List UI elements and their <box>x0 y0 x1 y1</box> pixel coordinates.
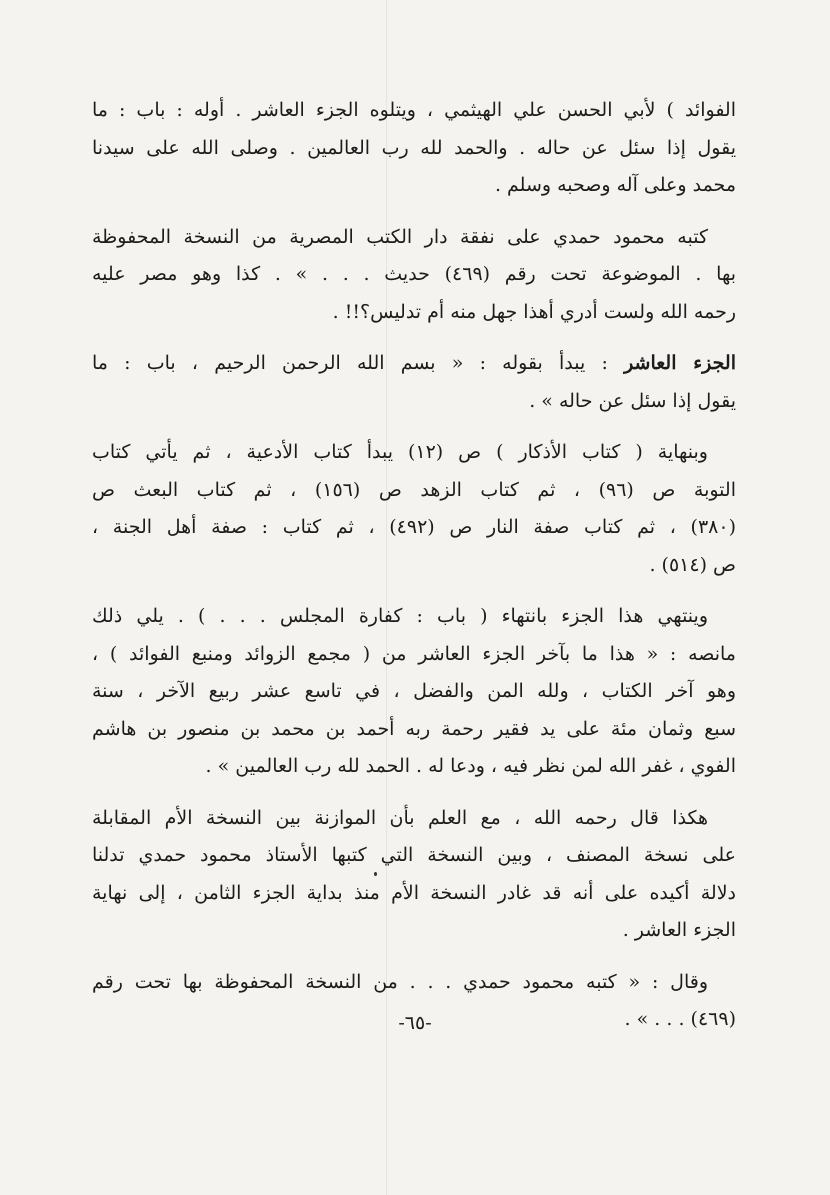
text-line: يقول إذا سئل عن حاله . والحمد لله رب العالمين . وصلى الله على سيدنا <box>92 136 736 159</box>
page-number: -٦٥- <box>398 1012 432 1034</box>
body-text <box>92 92 736 1053</box>
text-line: بها . الموضوعة تحت رقم (٤٦٩) حديث . . . » . كذا وهو مصر عليه <box>92 263 736 285</box>
paragraph-5 <box>92 598 736 786</box>
text-line: كتبه محمود حمدي على نفقة دار الكتب المصرية من النسخة المحفوظة <box>92 225 708 248</box>
paragraph-1 <box>92 92 736 205</box>
text-line: وقال : « كتبه محمود حمدي . . . من النسخة المحفوظة بها تحت رقم <box>92 970 708 993</box>
text-line: الفوائد ) لأبي الحسن علي الهيثمي ، ويتلوه الجزء العاشر . أوله : باب : ما <box>92 99 736 121</box>
text-line: (٣٨٠) ، ثم كتاب صفة النار ص (٤٩٢) ، ثم كتاب : صفة أهل الجنة ، <box>92 516 736 538</box>
text-line: (٤٦٩) . . . » . <box>624 1008 736 1030</box>
text-line: وهو آخر الكتاب ، ولله المن والفضل ، في تاسع عشر ربيع الآخر ، سنة <box>92 680 736 702</box>
text-run: : يبدأ بقوله : « بسم الله الرحمن الرحيم ، باب : ما <box>92 352 625 374</box>
text-line: يقول إذا سئل عن حاله » . <box>529 389 736 412</box>
text-line: ص (٥١٤) . <box>649 553 736 576</box>
text-line: على نسخة المصنف ، وبين النسخة التي كتبها الأستاذ محمود حمدي تدلنا <box>92 844 736 866</box>
text-line: التوبة ص (٩٦) ، ثم كتاب الزهد ص (١٥٦) ، ثم كتاب البعث ص <box>92 478 736 501</box>
text-line: هكذا قال رحمه الله ، مع العلم بأن الموازنة بين النسخة الأم المقابلة <box>92 806 708 829</box>
text-line <box>92 345 736 383</box>
text-line: الجزء العاشر . <box>622 919 736 941</box>
text-line: وينتهي هذا الجزء بانتهاء ( باب : كفارة المجلس . . . ) . يلي ذلك <box>92 605 708 627</box>
paragraph-2 <box>92 219 736 332</box>
text-line: مانصه : « هذا ما بآخر الجزء العاشر من ( مجمع الزوائد ومنبع الفوائد ) ، <box>92 642 736 665</box>
text-line: دلالة أكيده على أنه قد غادر النسخة الأم منذ بداية الجزء الثامن ، إلى نهاية <box>92 881 736 904</box>
text-line: سبع وثمان مئة على يد فقير رحمة ربه أحمد بن محمد بن منصور بن هاشم <box>92 717 736 740</box>
paragraph-4 <box>92 434 736 584</box>
text-line: وبنهاية ( كتاب الأذكار ) ص (١٢) يبدأ كتاب الأدعية ، ثم يأتي كتاب <box>92 441 708 463</box>
text-line: رحمه الله ولست أدري أهذا جهل منه أم تدليس؟!! . <box>332 300 736 323</box>
section-heading: الجزء العاشر <box>624 352 736 374</box>
paragraph-3 <box>92 345 736 420</box>
paragraph-6 <box>92 800 736 950</box>
text-line: الفوي ، غفر الله لمن نظر فيه ، ودعا له . الحمد لله رب العالمين » . <box>205 755 736 777</box>
text-line: محمد وعلى آله وصحبه وسلم . <box>494 174 736 196</box>
